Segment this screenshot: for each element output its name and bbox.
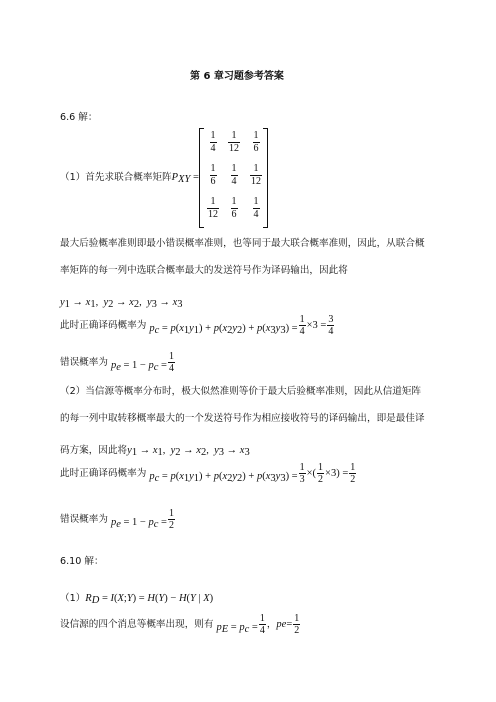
matrix-numerator: 1 [231, 130, 237, 141]
matrix-cell [247, 130, 265, 155]
para1-line1: 最大后验概率准则即最小错误概率准则，也等同于最大联合概率准则，因此，从联合概 [60, 238, 425, 249]
matrix-numerator: 1 [210, 196, 216, 207]
part2-line2: 的每一列中取转移概率最大的一个发送符号作为相应接收符号的译码输出，即是最佳译 [60, 413, 425, 424]
section-6-10-header: 6.10 解： [60, 556, 104, 567]
matrix-denominator: 4 [210, 143, 216, 154]
matrix-subscript: XY [178, 174, 191, 185]
matrix-cell [225, 130, 243, 155]
matrix-denominator: 12 [251, 176, 261, 187]
error-prob-2-label: 错误概率为 [60, 514, 108, 525]
matrix-cell [204, 130, 222, 155]
matrix-cell [225, 163, 243, 188]
rate-equation: $(1)R_D$ = I(X;Y) = H(Y) − H(Y | X) [60, 593, 214, 606]
part2-line3-text: 码方案，因此将 [60, 445, 128, 456]
matrix-symbol: P [171, 172, 179, 183]
matrix-denominator: 6 [210, 176, 216, 187]
matrix-numerator: 1 [231, 196, 237, 207]
part1-text: （1）首先求联合概率矩阵 [60, 172, 172, 183]
matrix-cell [247, 163, 265, 188]
section-6-6-header: 6.6 解： [60, 112, 98, 123]
matrix-cell [225, 196, 243, 221]
matrix-numerator: 1 [210, 130, 216, 141]
page-title: 第 6 章习题参考答案 [190, 71, 284, 82]
para1-line2: 率矩阵的每一列中选联合概率最大的发送符号作为译码输出，因此将 [60, 265, 348, 276]
matrix-numerator: 1 [231, 163, 237, 174]
matrix-numerator: 1 [210, 163, 216, 174]
comma: ， [266, 619, 277, 630]
correct-prob-1: 此时正确译码概率为 $p_c = p(x_1y_1) + p(x_2y_2) + p(x_3y_3)$ = $\frac{1}{4}$ ×3 = $\frac{3}{4}$ [60, 314, 334, 337]
matrix-cell [247, 196, 265, 221]
matrix-numerator: 1 [253, 130, 259, 141]
part2-line3: 码方案，因此将$y_1 \to x_1$, $y_2 \to x_2$, $y_3 \to x_3$ [60, 445, 250, 458]
matrix-denominator: 12 [208, 209, 218, 220]
matrix-denominator: 6 [253, 143, 259, 154]
matrix-numerator: 1 [253, 163, 259, 174]
matrix-cell [204, 196, 222, 221]
mapping-1: $y_1 \to x_1$, $y_2 \to x_2$, $y_3 \to x_3$ [60, 297, 183, 310]
matrix-denominator: 12 [229, 143, 239, 154]
matrix-cell [204, 163, 222, 188]
error-prob-1: 错误概率为 $p_e = 1 - p_c$ = $\frac{1}{4}$ [60, 351, 174, 374]
matrix-denominator: 6 [231, 209, 237, 220]
matrix-denominator: 4 [231, 176, 237, 187]
equiprob-line: 设信源的四个消息等概率出现，则有 $p_E = p_c$ = $\frac{1}{4}$ ， p e = $\frac{1}{2}$ [60, 613, 300, 636]
joint-probability-matrix [199, 128, 268, 226]
s610-part1-label: （1） [60, 593, 86, 604]
matrix-denominator: 4 [253, 209, 259, 220]
matrix-numerator: 1 [253, 196, 259, 207]
correct-prob-1-label: 此时正确译码概率为 [60, 320, 147, 331]
error-prob-1-label: 错误概率为 [60, 357, 108, 368]
correct-prob-2-label: 此时正确译码概率为 [60, 468, 147, 479]
correct-prob-2: 此时正确译码概率为 $p_c = p(x_1y_1) + p(x_2y_2) + p(x_3y_3)$ = $\frac{1}{3}$ ×( $\frac{1}{2}$ ×3) = $\frac{1}{2}$ [60, 462, 356, 485]
error-prob-2: 错误概率为 $p_e = 1 - p_c$ = $\frac{1}{2}$ [60, 508, 174, 531]
part2-line1: （2）当信源等概率分布时，极大似然准则等价于最大后验概率准则，因此从信道矩阵 [60, 386, 422, 397]
equiprob-text: 设信源的四个消息等概率出现，则有 [60, 619, 214, 630]
part1-label: （1）首先求联合概率矩阵$P_{XY}$ = [60, 172, 199, 185]
